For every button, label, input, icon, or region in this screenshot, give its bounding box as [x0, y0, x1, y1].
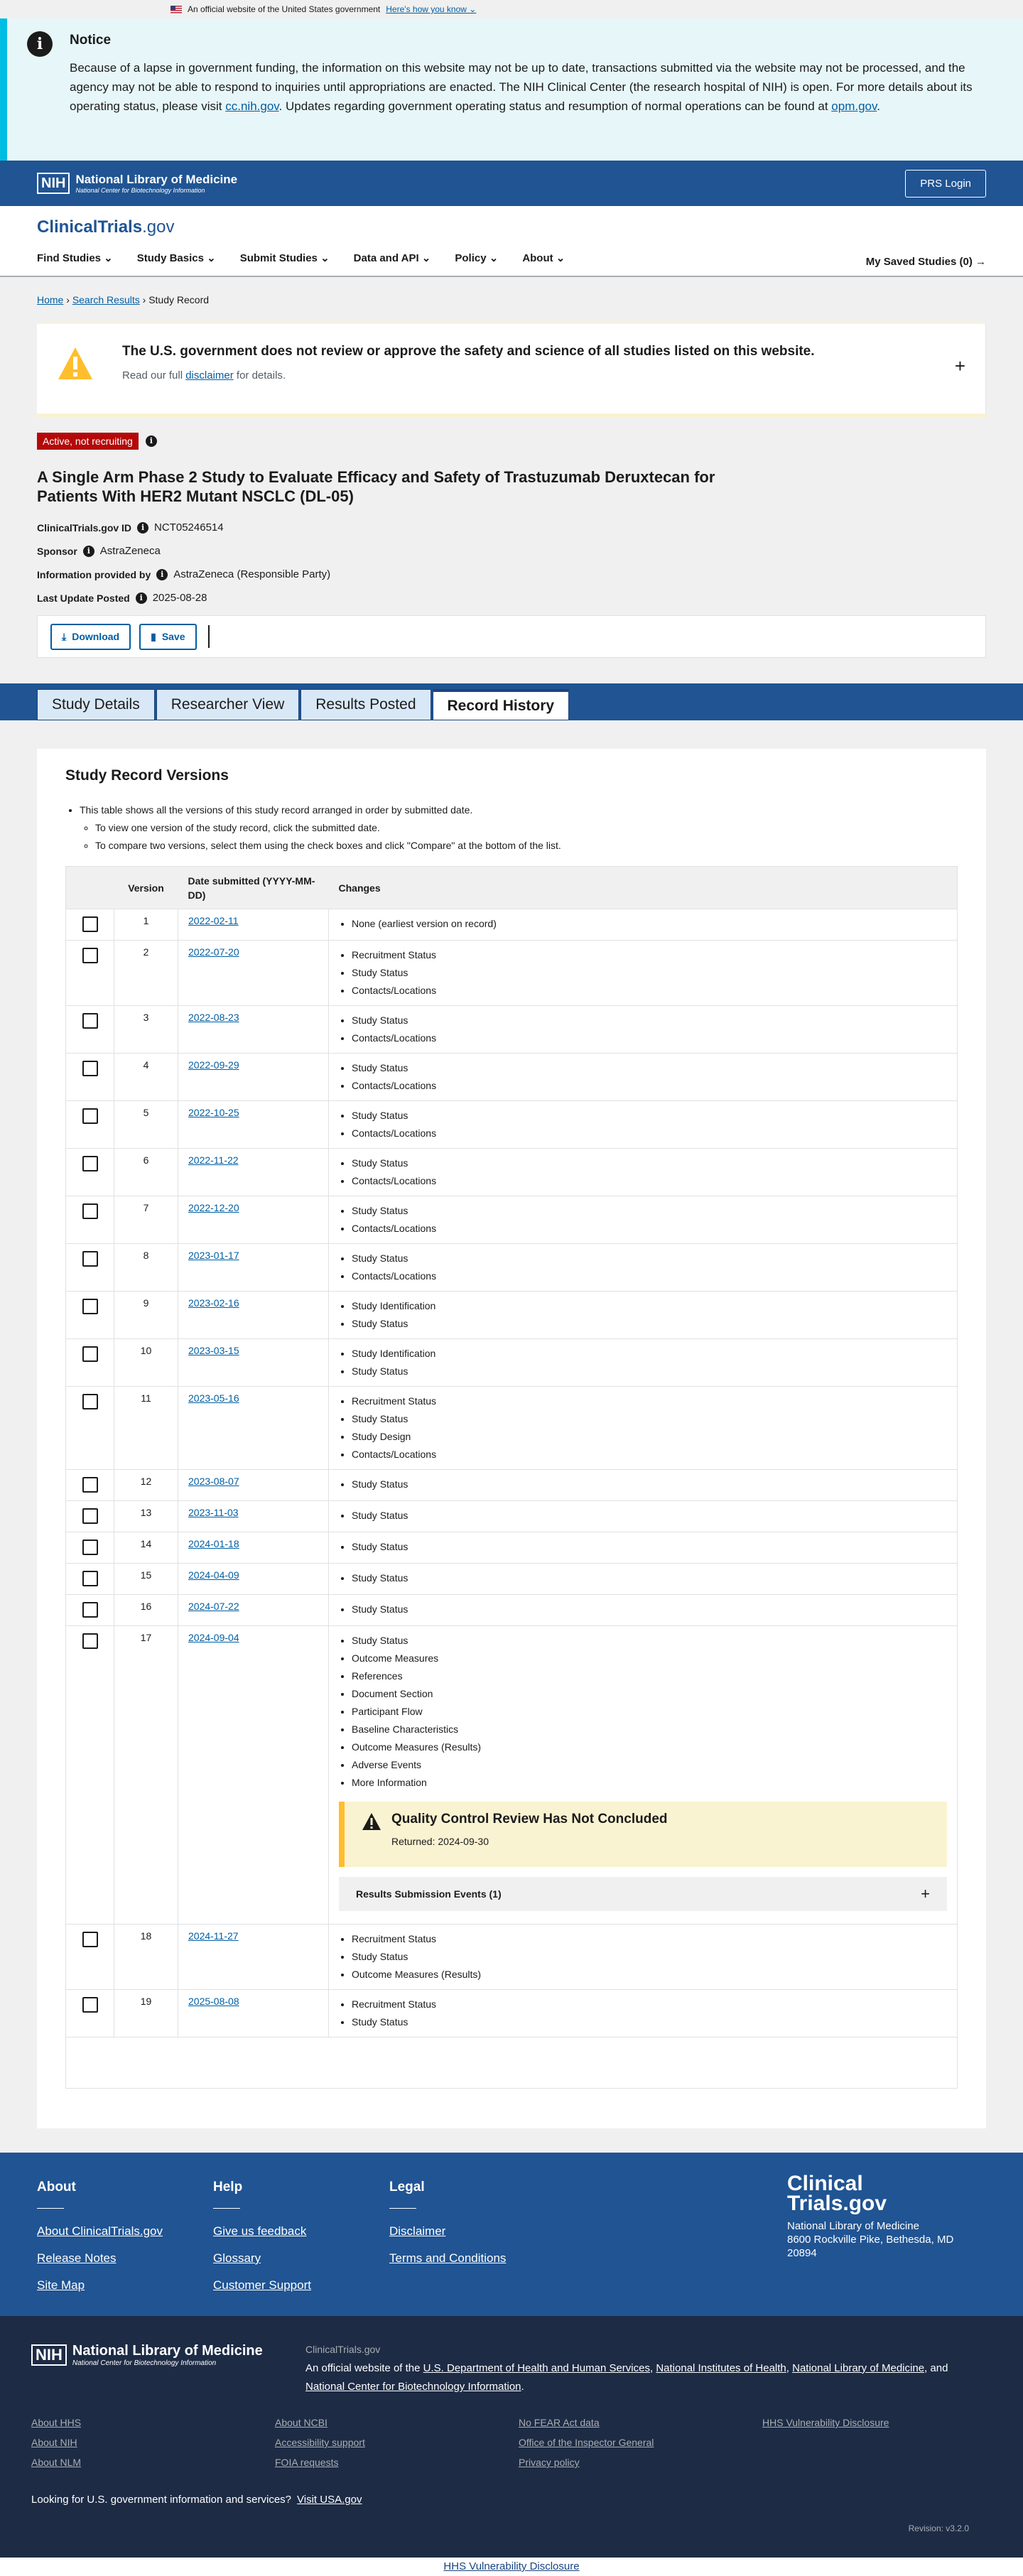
version-date-link[interactable]: 2022-12-20 [188, 1202, 239, 1213]
changes-list [352, 1930, 947, 1984]
version-row [66, 1595, 958, 1626]
changes-list [352, 1059, 947, 1095]
version-date-link[interactable]: 2023-01-17 [188, 1250, 239, 1261]
version-date-link[interactable]: 2024-01-18 [188, 1538, 239, 1549]
compare-checkbox[interactable] [82, 1394, 98, 1409]
change-item: • Study Status [352, 1315, 947, 1333]
version-number: 5 [114, 1101, 178, 1149]
compare-checkbox[interactable] [82, 1539, 98, 1555]
version-number: 17 [114, 1626, 178, 1925]
warning-icon [362, 1812, 381, 1831]
change-item: • Participant Flow [352, 1703, 947, 1721]
version-date-link[interactable]: 2024-07-22 [188, 1601, 239, 1612]
bookmark-icon: ▮ [151, 630, 156, 642]
compare-checkbox[interactable] [82, 1251, 98, 1267]
updated-value: 2025-08-28 [152, 592, 207, 604]
change-item: • Study Status [352, 1410, 947, 1428]
footer-ctg-logo[interactable]: Clinical Trials.gov [787, 2172, 887, 2215]
status-info-icon[interactable]: i [146, 435, 157, 447]
footer-link[interactable]: Terms and Conditions [389, 2251, 507, 2265]
version-number: 16 [114, 1595, 178, 1626]
footer-link[interactable]: Release Notes [37, 2251, 117, 2265]
compare-checkbox[interactable] [82, 1477, 98, 1493]
changes-list [352, 1996, 947, 2031]
version-row [66, 1054, 958, 1101]
change-item: • Contacts/Locations [352, 1029, 947, 1047]
change-item: • Adverse Events [352, 1756, 947, 1774]
change-item: • Recruitment Status [352, 1996, 947, 2013]
disclaimer-accordion[interactable] [37, 323, 986, 418]
change-item: • Contacts/Locations [352, 982, 947, 1000]
change-item: • Recruitment Status [352, 1930, 947, 1948]
compare-checkbox[interactable] [82, 916, 98, 932]
qc-alert [339, 1802, 947, 1867]
site-logo[interactable]: ClinicalTrials.gov [37, 217, 175, 237]
version-row [66, 1339, 958, 1387]
change-item: • Outcome Measures (Results) [352, 1738, 947, 1756]
version-number: 10 [114, 1339, 178, 1387]
version-number: 15 [114, 1564, 178, 1595]
main-nav [37, 251, 986, 264]
version-date-link[interactable]: 2023-08-07 [188, 1476, 239, 1487]
gov-banner [0, 0, 1023, 18]
warning-icon [57, 345, 94, 382]
expand-plus-icon: + [921, 1885, 930, 1903]
version-row [66, 941, 958, 1006]
changes-list [352, 946, 947, 1000]
change-item: • Study Identification [352, 1345, 947, 1363]
breadcrumb-current: Study Record [148, 294, 210, 305]
change-item: • Study Design [352, 1428, 947, 1446]
change-item: • Contacts/Locations [352, 1267, 947, 1285]
change-item: • Recruitment Status [352, 1392, 947, 1410]
nih-link[interactable]: National Institutes of Health [656, 2362, 786, 2374]
tab-researcher-view[interactable]: Researcher View [156, 689, 300, 720]
nav-data-and-api[interactable]: Data and API ⌄ [353, 252, 431, 264]
change-item: • Contacts/Locations [352, 1125, 947, 1142]
changes-list [352, 1538, 947, 1556]
version-number: 8 [114, 1244, 178, 1292]
footer-link[interactable]: Accessibility support [275, 2437, 365, 2448]
divider [208, 625, 210, 648]
changes-list [352, 1569, 947, 1587]
footer-org: National Library of Medicine [787, 2220, 919, 2232]
updated-info-icon[interactable]: i [136, 592, 147, 604]
breadcrumb-home[interactable]: Home [37, 294, 64, 305]
revision: Revision: v3.2.0 [908, 2523, 969, 2533]
table-footer-row [66, 2037, 958, 2089]
changes-list [352, 1107, 947, 1142]
change-item: • Study Status [352, 1538, 947, 1556]
disclaimer-title: The U.S. government does not review or approve the safety and science of all studies listed on this website. [122, 344, 815, 359]
versions-heading: Study Record Versions [65, 767, 229, 784]
change-item: • Study Status [352, 1202, 947, 1220]
nlm-footer [0, 2316, 1023, 2558]
changes-list [352, 1154, 947, 1190]
official-statement: ClinicalTrials.gov An official website of the U.S. Department of Health and Human Services, National Institutes of Health, National Library of Medicine, and National Center for Biotechnology Information. [305, 2344, 948, 2393]
footer-link[interactable]: Customer Support [213, 2278, 311, 2292]
compare-checkbox[interactable] [82, 1602, 98, 1618]
breadcrumb: Home › Search Results › Study Record [37, 294, 210, 305]
compare-checkbox[interactable] [82, 1932, 98, 1947]
version-row [66, 1149, 958, 1196]
nih-logo: NIH [37, 173, 70, 194]
version-row [66, 1196, 958, 1244]
change-item: • Study Status [352, 2013, 947, 2031]
compare-checkbox[interactable] [82, 1203, 98, 1219]
tab-record-history[interactable]: Record History [433, 689, 570, 720]
footer-link[interactable]: About NIH [31, 2437, 77, 2448]
nav-submit-studies[interactable]: Submit Studies ⌄ [239, 252, 330, 264]
change-item: • Contacts/Locations [352, 1172, 947, 1190]
footer-legal: Legal Disclaimer Terms and Conditions [389, 2180, 530, 2305]
version-number: 14 [114, 1532, 178, 1564]
footer-link[interactable]: Glossary [213, 2251, 261, 2265]
us-flag-icon [170, 6, 182, 13]
version-number: 3 [114, 1006, 178, 1054]
version-row [66, 1990, 958, 2037]
footer-links [31, 2417, 992, 2468]
version-number: 12 [114, 1470, 178, 1501]
version-date-link[interactable]: 2022-08-23 [188, 1012, 239, 1023]
changes-list [352, 1476, 947, 1493]
info-icon: i [27, 31, 53, 57]
version-row [66, 1387, 958, 1470]
compare-checkbox[interactable] [82, 1997, 98, 2013]
change-item: • None (earliest version on record) [352, 915, 947, 933]
version-row [66, 1006, 958, 1054]
opm-link[interactable]: opm.gov [831, 99, 877, 113]
id-info-icon[interactable]: i [137, 522, 148, 534]
footer-link[interactable]: Disclaimer [389, 2224, 446, 2238]
footer-link[interactable]: Office of the Inspector General [519, 2437, 654, 2448]
compare-checkbox[interactable] [82, 1156, 98, 1171]
nav-about[interactable]: About ⌄ [522, 252, 565, 264]
change-item: • Study Identification [352, 1297, 947, 1315]
change-item: • Contacts/Locations [352, 1220, 947, 1238]
col-select [66, 867, 114, 909]
site-header [0, 206, 1023, 277]
qc-returned: Returned: 2024-09-30 [391, 1836, 489, 1847]
changes-list [352, 1202, 947, 1238]
footer-link[interactable]: About ClinicalTrials.gov [37, 2224, 163, 2238]
breadcrumb-search-results[interactable]: Search Results [72, 294, 140, 305]
change-item: • References [352, 1667, 947, 1685]
change-item: • Study Status [352, 1012, 947, 1029]
nlm-link[interactable]: National Library of Medicine [792, 2362, 925, 2374]
version-number: 6 [114, 1149, 178, 1196]
qc-title: Quality Control Review Has Not Concluded [391, 1812, 668, 1827]
change-item: • Study Status [352, 1107, 947, 1125]
version-date-link[interactable]: 2025-08-08 [188, 1996, 239, 2007]
cc-nih-link[interactable]: cc.nih.gov [225, 99, 279, 113]
change-item: • Study Status [352, 1363, 947, 1380]
changes-list [352, 1632, 947, 1792]
notice-banner [0, 18, 1023, 161]
footer-link[interactable]: Give us feedback [213, 2224, 307, 2238]
version-number: 13 [114, 1501, 178, 1532]
version-date-link[interactable]: 2022-02-11 [188, 915, 239, 926]
version-date-link[interactable]: 2022-10-25 [188, 1107, 239, 1118]
col-version: Version [114, 867, 178, 909]
tab-bar [0, 683, 1023, 720]
change-item: • More Information [352, 1774, 947, 1792]
compare-checkbox[interactable] [82, 948, 98, 963]
version-row [66, 1564, 958, 1595]
id-label: ClinicalTrials.gov ID [37, 521, 132, 534]
compare-checkbox[interactable] [82, 1346, 98, 1362]
updated-label: Last Update Posted [37, 592, 130, 604]
provided-label: Information provided by [37, 568, 151, 580]
changes-list [352, 1392, 947, 1463]
changes-list [352, 1507, 947, 1525]
version-number: 7 [114, 1196, 178, 1244]
nav-policy[interactable]: Policy ⌄ [455, 252, 499, 264]
version-date-link[interactable]: 2024-11-27 [188, 1930, 239, 1942]
versions-table [65, 866, 958, 2089]
versions-intro: • This table shows all the versions of this study record arranged in order by submitted date. ◦ To view one version of the study record, click the submitted date. ◦ To compare two versions, select them using the check boxes and click "Compare" at the bottom of the list. [65, 801, 958, 855]
gov-banner-text: An official website of the United States government [188, 4, 381, 14]
change-item: • Study Status [352, 1250, 947, 1267]
footer-link[interactable]: FOIA requests [275, 2457, 339, 2468]
version-date-link[interactable]: 2023-03-15 [188, 1345, 239, 1356]
disclaimer-link[interactable]: disclaimer [185, 369, 234, 381]
usagov-line: Looking for U.S. government information and services? Visit USA.gov [31, 2494, 362, 2506]
tab-results-posted[interactable]: Results Posted [301, 689, 431, 720]
nlm-header [0, 161, 1023, 206]
version-number: 19 [114, 1990, 178, 2037]
tab-study-details[interactable]: Study Details [37, 689, 155, 720]
hhs-link[interactable]: U.S. Department of Health and Human Services [423, 2362, 650, 2374]
ncbi-link[interactable]: National Center for Biotechnology Information [305, 2381, 521, 2393]
heres-how-link[interactable]: Here's how you know ⌄ [386, 4, 477, 14]
col-changes: Changes [329, 867, 958, 909]
compare-checkbox[interactable] [82, 1061, 98, 1076]
study-id: NCT05246514 [154, 521, 224, 534]
version-row [66, 1292, 958, 1339]
footer-brand [787, 2174, 986, 2260]
change-item: • Recruitment Status [352, 946, 947, 964]
version-number: 1 [114, 909, 178, 941]
changes-list [352, 1250, 947, 1285]
footer-link[interactable]: About NCBI [275, 2417, 328, 2428]
nav-find-studies[interactable]: Find Studies ⌄ [37, 252, 113, 264]
nlm-name: National Library of Medicine [75, 173, 238, 186]
change-item: • Document Section [352, 1685, 947, 1703]
version-row [66, 1101, 958, 1149]
compare-checkbox[interactable] [82, 1013, 98, 1029]
footer-address: 8600 Rockville Pike, Bethesda, MD 20894 [787, 2234, 954, 2259]
change-item: • Contacts/Locations [352, 1077, 947, 1095]
bottom-bar [0, 2558, 1023, 2576]
study-title: A Single Arm Phase 2 Study to Evaluate Efficacy and Safety of Trastuzumab Deruxtecan for Patients With HER2 Mutant NSCLC (DL-05) [37, 468, 715, 505]
footer-link[interactable]: HHS Vulnerability Disclosure [762, 2417, 889, 2428]
footer-link[interactable]: About HHS [31, 2417, 82, 2428]
compare-checkbox[interactable] [82, 1508, 98, 1524]
version-date-link[interactable]: 2024-04-09 [188, 1569, 239, 1581]
change-item: • Study Status [352, 1476, 947, 1493]
site-footer [0, 2153, 1023, 2316]
prs-login-button[interactable]: PRS Login [905, 170, 986, 197]
compare-checkbox[interactable] [82, 1108, 98, 1124]
change-item: • Study Status [352, 1601, 947, 1618]
changes-list [352, 1601, 947, 1618]
change-item: • Study Status [352, 1154, 947, 1172]
footer-link[interactable]: No FEAR Act data [519, 2417, 600, 2428]
version-row [66, 1532, 958, 1564]
status-badge: Active, not recruiting [37, 433, 139, 450]
changes-list [352, 1297, 947, 1333]
version-date-link[interactable]: 2022-09-29 [188, 1059, 239, 1071]
version-date-link[interactable]: 2024-09-04 [188, 1632, 239, 1643]
version-number: 4 [114, 1054, 178, 1101]
provided-info-icon[interactable]: i [156, 569, 168, 580]
footer-help: Help Give us feedback Glossary Customer Support [213, 2180, 354, 2305]
version-number: 2 [114, 941, 178, 1006]
version-number: 11 [114, 1387, 178, 1470]
provided-value: AstraZeneca (Responsible Party) [173, 568, 331, 580]
change-item: • Outcome Measures (Results) [352, 1966, 947, 1984]
version-row [66, 1244, 958, 1292]
footer-about: About About ClinicalTrials.gov Release Notes Site Map [37, 2180, 178, 2305]
my-saved-studies-link[interactable]: My Saved Studies (0) → [865, 256, 986, 268]
version-row [66, 909, 958, 941]
change-item: • Study Status [352, 964, 947, 982]
version-date-link[interactable]: 2023-11-03 [188, 1507, 239, 1518]
compare-checkbox[interactable] [82, 1571, 98, 1586]
change-item: • Study Status [352, 1569, 947, 1587]
footer-link[interactable]: Site Map [37, 2278, 85, 2292]
action-bar [37, 615, 986, 658]
nlm-footer-logo[interactable]: NIH National Library of Medicine National Center for Biotechnology Information [31, 2343, 992, 2367]
usagov-link[interactable]: Visit USA.gov [297, 2494, 362, 2506]
change-item: • Study Status [352, 1632, 947, 1650]
version-date-link[interactable]: 2023-05-16 [188, 1392, 239, 1404]
col-date: Date submitted (YYYY-MM-DD) [178, 867, 329, 909]
change-item: • Baseline Characteristics [352, 1721, 947, 1738]
compare-checkbox[interactable] [82, 1299, 98, 1314]
changes-list [352, 1345, 947, 1380]
version-date-link[interactable]: 2023-02-16 [188, 1297, 239, 1309]
notice-title: Notice [70, 33, 112, 48]
study-meta [0, 506, 1023, 604]
save-button[interactable]: ▮ Save [139, 624, 196, 650]
record-history [37, 749, 986, 2128]
hhs-vulnerability-link[interactable]: HHS Vulnerability Disclosure [443, 2560, 580, 2572]
status-row [0, 418, 1023, 450]
change-item: • Study Status [352, 1507, 947, 1525]
change-item: • Study Status [352, 1059, 947, 1077]
nav-study-basics[interactable]: Study Basics ⌄ [136, 252, 216, 264]
expand-plus-icon[interactable]: + [954, 355, 965, 377]
version-row [66, 1501, 958, 1532]
results-submission-events-accordion[interactable]: Results Submission Events (1) + [339, 1877, 947, 1911]
version-number: 18 [114, 1925, 178, 1990]
sponsor-label: Sponsor [37, 545, 77, 557]
change-item: • Outcome Measures [352, 1650, 947, 1667]
version-row [66, 1925, 958, 1990]
version-row [66, 1626, 958, 1925]
ncbi-subtitle: National Center for Biotechnology Information [75, 187, 205, 194]
disclaimer-text: Read our full disclaimer for details. [122, 369, 286, 381]
changes-list [352, 915, 947, 933]
version-number: 9 [114, 1292, 178, 1339]
notice-body: Because of a lapse in government funding, the information on this website may not be up to date, transactions submitted via the website may not be processed, and the agency may not be able to respond to inquiries until appropriations are enacted. The NIH Clinical Center (the research hospital of NIH) is open. For more details about its operating status, please visit cc.nih.gov. Updates regarding government operating status and resumption of normal operations can be found at opm.gov. [70, 61, 973, 113]
sponsor-info-icon[interactable]: i [83, 546, 94, 557]
footer-link[interactable]: Privacy policy [519, 2457, 580, 2468]
version-row [66, 1470, 958, 1501]
change-item: • Study Status [352, 1948, 947, 1966]
footer-link[interactable]: About NLM [31, 2457, 82, 2468]
download-button[interactable]: ⤓ Download [50, 624, 131, 650]
changes-list [352, 1012, 947, 1047]
version-date-link[interactable]: 2022-11-22 [188, 1154, 239, 1166]
nlm-logo[interactable] [37, 173, 237, 194]
change-item: • Contacts/Locations [352, 1446, 947, 1463]
download-icon: ⤓ [62, 630, 67, 642]
compare-checkbox[interactable] [82, 1633, 98, 1649]
sponsor-value: AstraZeneca [99, 545, 161, 557]
version-date-link[interactable]: 2022-07-20 [188, 946, 239, 958]
